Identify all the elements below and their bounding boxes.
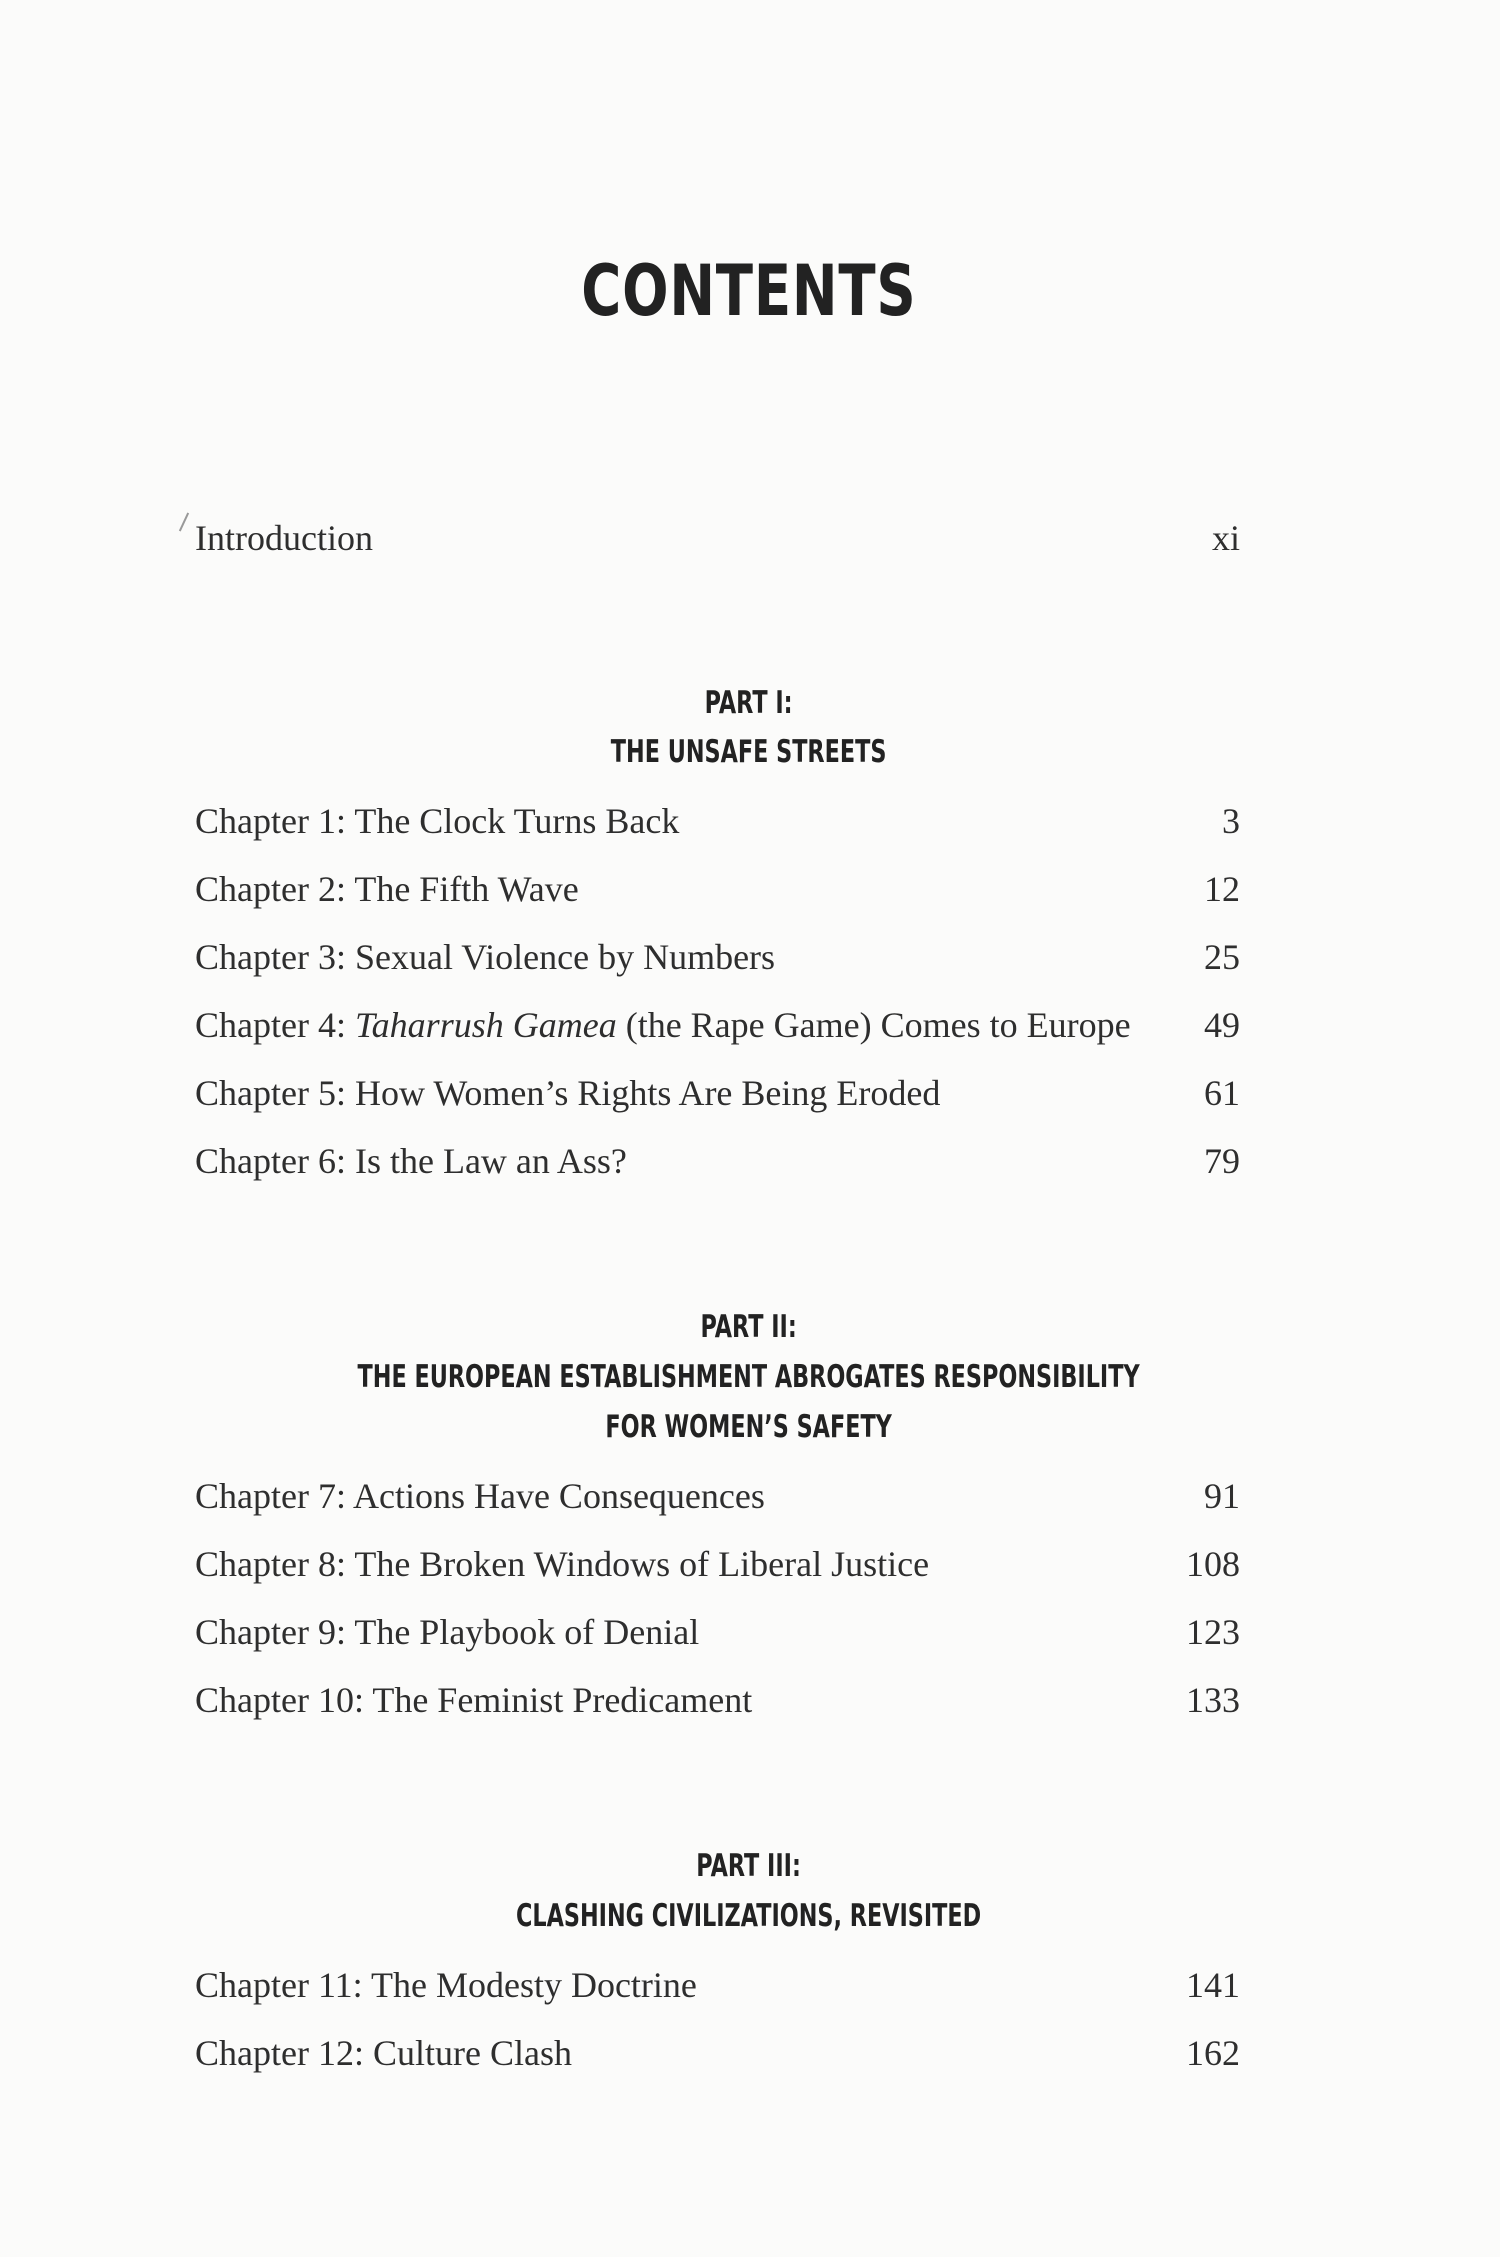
entry-title: Chapter 2: The Fifth Wave [195, 869, 579, 909]
entry-page-number: 91 [1204, 1476, 1240, 1516]
entry-page-number: 49 [1204, 1005, 1240, 1045]
entry-page-number: 108 [1186, 1544, 1240, 1584]
toc-entry-introduction[interactable] [195, 510, 1240, 566]
entry-title: Chapter 12: Culture Clash [195, 2033, 572, 2073]
entry-title: Chapter 8: The Broken Windows of Liberal Justice [195, 1544, 930, 1584]
entry-page-number: 79 [1204, 1141, 1240, 1181]
part-heading: PART I: [704, 685, 793, 721]
toc-entry[interactable] [195, 793, 1240, 849]
entry-page-number: 162 [1186, 2033, 1240, 2073]
entry-page-number: 3 [1222, 801, 1240, 841]
entry-page-number: xi [1211, 518, 1240, 558]
entry-title: Chapter 6: Is the Law an Ass? [195, 1141, 627, 1181]
entry-title: Chapter 9: The Playbook of Denial [195, 1612, 700, 1652]
toc-entry[interactable] [195, 1604, 1240, 1660]
toc-entry[interactable] [195, 1672, 1240, 1728]
toc-entry[interactable] [195, 1957, 1240, 2013]
entry-title: Chapter 5: How Women’s Rights Are Being Eroded [195, 1073, 941, 1113]
entry-title: Chapter 1: The Clock Turns Back [195, 801, 680, 841]
part-subtitle: CLASHING CIVILIZATIONS, REVISITED [516, 1898, 982, 1934]
entry-page-number: 61 [1204, 1073, 1240, 1113]
entry-page-number: 141 [1186, 1965, 1240, 2005]
toc-entry[interactable] [195, 1065, 1240, 1121]
toc-entry[interactable] [195, 2025, 1240, 2081]
entry-page-number: 12 [1204, 869, 1240, 909]
part-heading: PART III: [696, 1848, 801, 1884]
toc-entry[interactable] [195, 997, 1240, 1053]
toc-entry[interactable] [195, 929, 1240, 985]
part-subtitle: FOR WOMEN’S SAFETY [605, 1409, 892, 1445]
entry-title: Chapter 4: Taharrush Gamea (the Rape Game) Comes to Europe [195, 1005, 1131, 1045]
entry-title: Chapter 3: Sexual Violence by Numbers [195, 937, 776, 977]
part-heading: PART II: [700, 1309, 797, 1345]
entry-title: Introduction [195, 518, 373, 558]
entry-page-number: 133 [1186, 1680, 1240, 1720]
toc-entry[interactable] [195, 1133, 1240, 1189]
toc-entry[interactable] [195, 1536, 1240, 1592]
part-subtitle: THE EUROPEAN ESTABLISHMENT ABROGATES RESPONSIBILITY [357, 1359, 1140, 1395]
part-subtitle: THE UNSAFE STREETS [610, 734, 887, 770]
pencil-mark [179, 513, 189, 532]
entry-title: Chapter 7: Actions Have Consequences [195, 1476, 765, 1516]
entry-page-number: 123 [1186, 1612, 1240, 1652]
toc-entry[interactable] [195, 1468, 1240, 1524]
entry-page-number: 25 [1204, 937, 1240, 977]
entry-title: Chapter 10: The Feminist Predicament [195, 1680, 753, 1720]
entry-title: Chapter 11: The Modesty Doctrine [195, 1965, 697, 2005]
toc-entry[interactable] [195, 861, 1240, 917]
page-title: CONTENTS [581, 250, 917, 332]
